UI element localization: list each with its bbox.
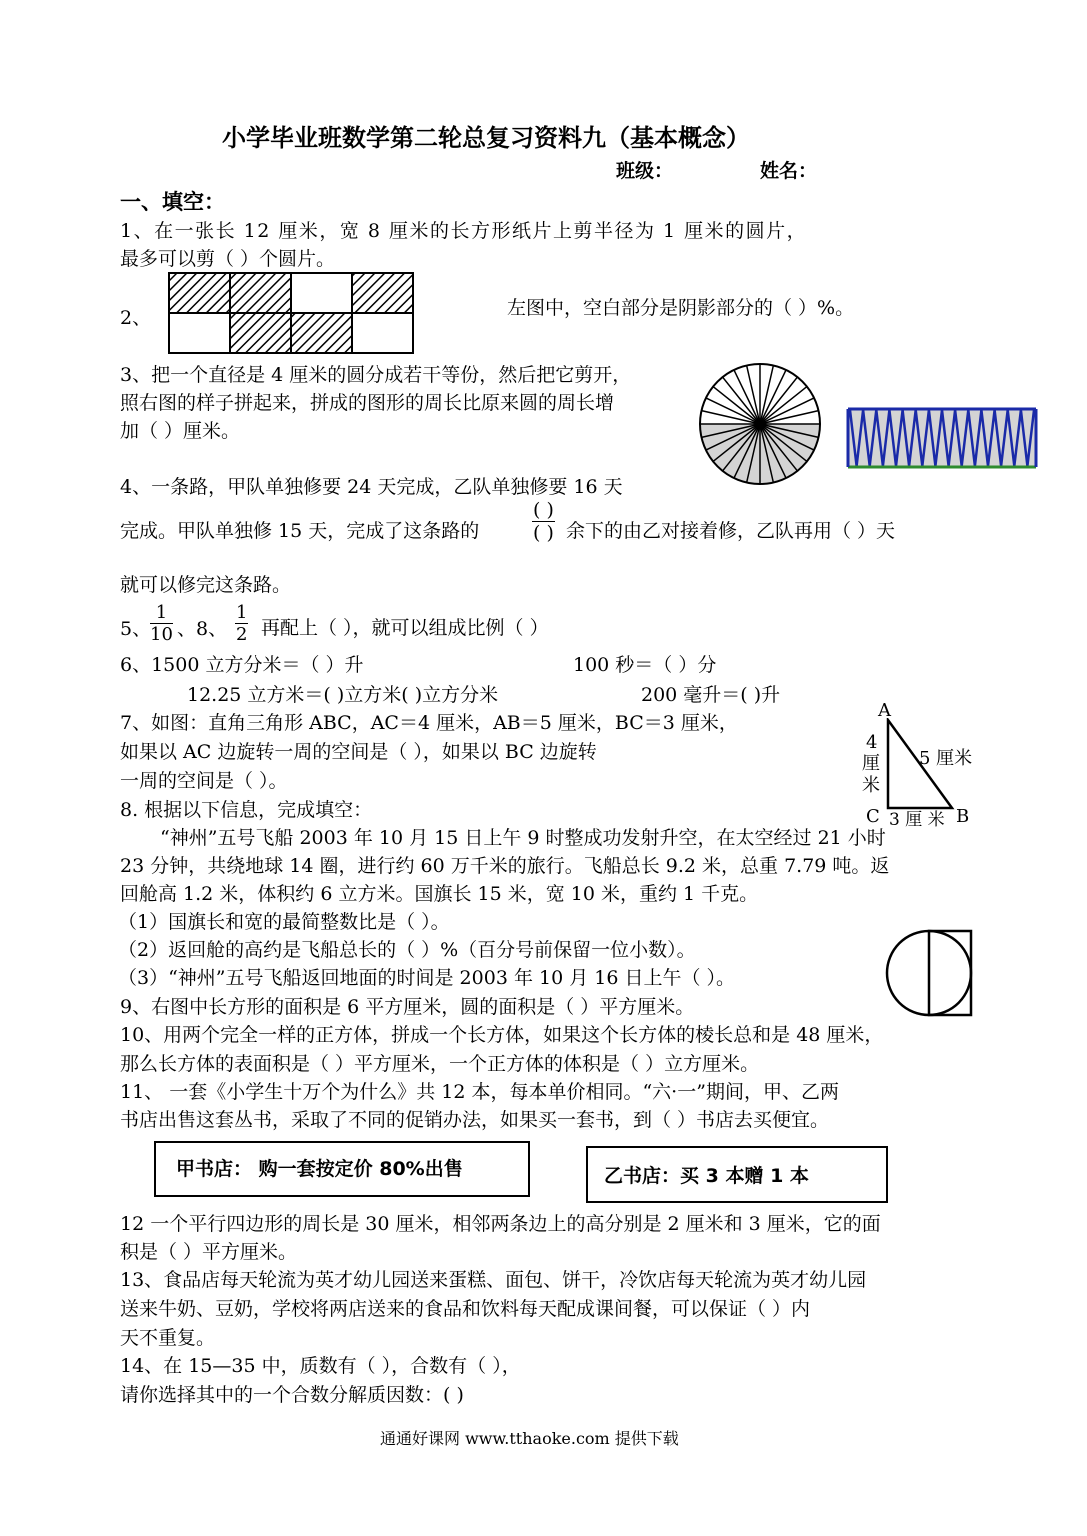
class-label: 班级：	[616, 160, 674, 182]
q14-line2: 请你选择其中的一个合数分解质因数：( )	[120, 1384, 464, 1406]
q5-fraction-2-denominator: 2	[236, 624, 248, 645]
q4-line3: 就可以修完这条路。	[120, 574, 292, 596]
q7-line3: 一周的空间是（ ）。	[120, 770, 288, 792]
q5-fraction-1-denominator: 10	[150, 624, 173, 645]
triangle-label-ab: 5 厘米	[919, 748, 973, 769]
q11-line1: 11、 一套《小学生十万个为什么》共 12 本，每本单价相同。“六·一”期间，甲、乙两	[120, 1081, 839, 1103]
q3-line2: 照右图的样子拼起来，拼成的图形的周长比原来圆的周长增	[120, 392, 615, 414]
shop-a-box	[154, 1141, 530, 1197]
q13-line3: 天不重复。	[120, 1327, 216, 1349]
q1-line2: 最多可以剪（ ）个圆片。	[120, 248, 336, 270]
q4-line1: 4、一条路，甲队单独修要 24 天完成，乙队单独修要 16 天	[120, 476, 623, 498]
zigzag-rearranged-figure	[846, 406, 1040, 472]
q4-line2-b: 余下的由乙对接着修，乙队再用（ ）天	[566, 520, 896, 542]
triangle-label-ac-value: 4	[866, 732, 878, 753]
page-title: 小学毕业班数学第二轮总复习资料九（基本概念）	[222, 124, 750, 152]
q6-a: 6、1500 立方分米＝（ ）升	[120, 654, 364, 676]
q5-separator: 、8、	[177, 618, 228, 640]
blank-cell	[352, 313, 413, 353]
q4-fraction	[532, 501, 555, 543]
triangle-label-c: C	[866, 806, 880, 827]
q5-fraction-1	[150, 604, 173, 644]
triangle-label-ac-unit-1: 厘	[862, 753, 880, 774]
section-heading: 一、填空：	[120, 190, 225, 214]
q4-fraction-denominator: ( )	[533, 522, 554, 544]
shop-a-label: 甲书店： 购一套按定价 80%出售	[176, 1158, 463, 1180]
triangle-label-b: B	[956, 806, 970, 827]
shop-b-box	[586, 1146, 888, 1203]
q5-fraction-2	[235, 604, 248, 644]
q2-number: 2、	[120, 307, 152, 329]
triangle-label-ac-unit-2: 米	[862, 775, 880, 796]
q5-text: 再配上（ ），就可以组成比例（ ）	[261, 617, 549, 639]
q8-sub3: （3）“神州”五号飞船返回地面的时间是 2003 年 10 月 16 日上午（ ）。	[118, 967, 736, 989]
triangle-label-bc: 3 厘 米	[889, 810, 945, 830]
q13-line1: 13、食品店每天轮流为英才幼儿园送来蛋糕、面包、饼干，冷饮店每天轮流为英才幼儿园	[120, 1269, 867, 1291]
q4-line2-a: 完成。甲队单独修 15 天，完成了这条路的	[120, 520, 480, 542]
q8-line2: “神州”五号飞船 2003 年 10 月 15 日上午 9 时整成功发射升空，在太空经过 21 小时	[160, 827, 886, 849]
q11-line2: 书店出售这套丛书，采取了不同的促销办法，如果买一套书，到（ ）书店去买便宜。	[120, 1109, 830, 1131]
q5-fraction-2-numerator: 1	[236, 602, 248, 623]
q5-number: 5、	[120, 618, 152, 640]
circle-in-rectangle-figure	[884, 928, 974, 1018]
footer-credit: 通通好课网 www.tthaoke.com 提供下载	[380, 1429, 679, 1448]
q13-line2: 送来牛奶、豆奶，学校将两店送来的食品和饮料每天配成课间餐，可以保证（ ）内	[120, 1298, 811, 1320]
q8-sub1: （1）国旗长和宽的最简整数比是（ ）。	[118, 911, 450, 933]
shaded-cell	[230, 273, 291, 313]
q3-line1: 3、把一个直径是 4 厘米的圆分成若干等份，然后把它剪开，	[120, 364, 632, 386]
q12-line1: 12 一个平行四边形的周长是 30 厘米，相邻两条边上的高分别是 2 厘米和 3 厘米，它的面	[120, 1213, 881, 1235]
blank-cell	[169, 313, 230, 353]
q7-line2: 如果以 AC 边旋转一周的空间是（ ），如果以 BC 边旋转	[120, 741, 597, 763]
q6-b: 100 秒＝（ ）分	[573, 654, 717, 676]
q10-line2: 那么长方体的表面积是（ ）平方厘米，一个正方体的体积是（ ）立方厘米。	[120, 1053, 760, 1075]
shop-b-label: 乙书店：买 3 本赠 1 本	[604, 1165, 809, 1187]
q10-line1: 10、用两个完全一样的正方体，拼成一个长方体，如果这个长方体的棱长总和是 48 厘米，	[120, 1024, 884, 1046]
q6-d: 200 毫升＝( )升	[641, 684, 781, 706]
q8-sub2: （2）返回舱的高约是飞船总长的（ ）%（百分号前保留一位小数）。	[118, 939, 696, 961]
q14-line1: 14、在 15—35 中，质数有（ ），合数有（ ），	[120, 1355, 521, 1377]
blank-cell	[291, 273, 352, 313]
q7-line1: 7、如图：直角三角形 ABC，AC＝4 厘米，AB＝5 厘米，BC＝3 厘米，	[120, 712, 738, 734]
q8-line3: 23 分钟，共绕地球 14 圈，进行约 60 万千米的旅行。飞船总长 9.2 米，总重 7.79 吨。返	[120, 855, 890, 877]
shaded-cell	[230, 313, 291, 353]
circle-sectors-figure	[697, 361, 823, 487]
shaded-cell	[352, 273, 413, 313]
q8-line4: 回舱高 1.2 米，体积约 6 立方米。国旗长 15 米，宽 10 米，重约 1 千克。	[120, 883, 759, 905]
q1-line1: 1、在一张长 12 厘米，宽 8 厘米的长方形纸片上剪半径为 1 厘米的圆片，	[120, 220, 808, 242]
q5-fraction-1-numerator: 1	[150, 604, 173, 624]
q8-line1: 8. 根据以下信息，完成填空：	[120, 799, 373, 821]
q2-text: 左图中，空白部分是阴影部分的（ ）%。	[507, 297, 855, 319]
q3-line3: 加（ ）厘米。	[120, 420, 241, 442]
shaded-cell	[291, 313, 352, 353]
shaded-cell	[169, 273, 230, 313]
name-label: 姓名：	[760, 160, 818, 182]
q6-c: 12.25 立方米＝( )立方米( )立方分米	[187, 684, 499, 706]
q9-line1: 9、右图中长方形的面积是 6 平方厘米，圆的面积是（ ）平方厘米。	[120, 996, 695, 1018]
q12-line2: 积是（ ）平方厘米。	[120, 1241, 298, 1263]
q4-fraction-numerator: ( )	[533, 499, 554, 521]
q2-shaded-grid	[167, 272, 415, 354]
triangle-label-a: A	[878, 700, 891, 721]
